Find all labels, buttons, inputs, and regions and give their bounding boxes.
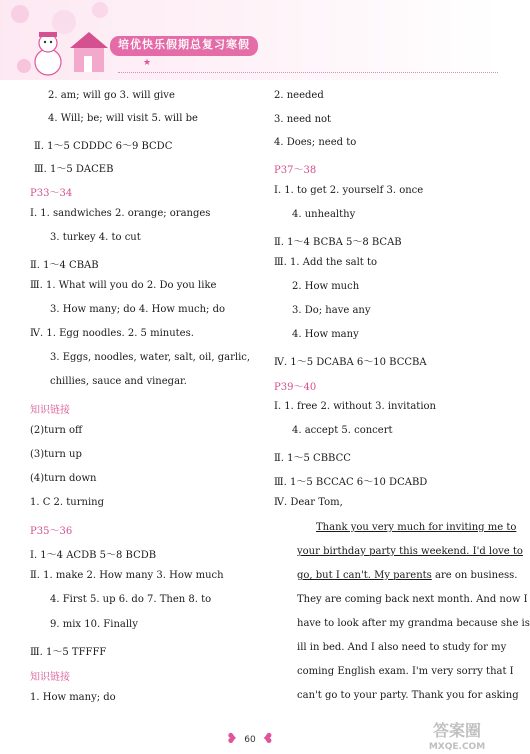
letter-text: have to look after my grandma because she is — [297, 618, 530, 629]
answer-line: Ⅲ. 1～5 DACEB — [34, 164, 114, 175]
answer-line: Ⅲ. 1. What will you do 2. Do you like — [30, 280, 217, 291]
letter-line — [297, 642, 506, 653]
letter-text: coming English exam. I'm very sorry that I — [297, 666, 514, 677]
header-divider — [118, 72, 498, 74]
answer-line: 3. Do; have any — [292, 305, 371, 316]
answer-line: 3. turkey 4. to cut — [50, 232, 141, 243]
letter-line — [316, 522, 516, 533]
answer-line: 1. How many; do — [30, 692, 116, 703]
answer-line: Ⅳ. 1. Egg noodles. 2. 5 minutes. — [30, 328, 194, 339]
answer-line: Ⅰ. 1～4 ACDB 5～8 BCDB — [30, 550, 157, 561]
answer-line: 4. How many — [292, 329, 359, 340]
answer-line: 2. needed — [274, 90, 324, 101]
answer-line: Ⅱ. 1～5 CDDDC 6～9 BCDC — [34, 141, 173, 152]
section-heading: P37～38 — [274, 165, 317, 176]
letter-line — [297, 618, 530, 629]
letter-underlined-text: your birthday party this weekend. I'd love to — [297, 546, 523, 557]
letter-line — [297, 690, 519, 701]
answer-line: Ⅱ. 1～4 CBAB — [30, 260, 99, 271]
answer-line: 4. unhealthy — [292, 209, 356, 220]
answer-line: Ⅰ. 1. to get 2. yourself 3. once — [274, 185, 424, 196]
answer-line: 2. am; will go 3. will give — [48, 90, 175, 101]
answer-line: Ⅰ. 1. free 2. without 3. invitation — [274, 401, 436, 412]
answer-line: Ⅳ. Dear Tom, — [274, 497, 343, 508]
answer-line: Ⅱ. 1～4 BCBA 5～8 BCAB — [274, 237, 402, 248]
answer-line: Ⅲ. 1. Add the salt to — [274, 257, 378, 268]
answer-line: Ⅲ. 1～5 BCCAC 6～10 DCABD — [274, 477, 428, 488]
section-heading: P35～36 — [30, 526, 73, 537]
answer-line: 3. Eggs, noodles, water, salt, oil, garlic, — [50, 352, 251, 363]
answer-line: (2)turn off — [30, 425, 83, 436]
letter-line — [297, 570, 517, 581]
page-number: 60 — [244, 735, 256, 745]
letter-underlined-text: Thank you very much for inviting me to — [316, 522, 517, 533]
watermark-subtext: MXQE.COM — [428, 742, 486, 752]
letter-text: are on business. — [431, 570, 518, 581]
answer-line: Ⅳ. 1～5 DCABA 6～10 BCCBA — [274, 357, 427, 368]
section-heading: 知识链接 — [30, 405, 70, 416]
answer-line: 3. need not — [274, 114, 332, 125]
bird-icon-right: ❥ — [262, 731, 274, 747]
answer-line: 1. C 2. turning — [30, 497, 104, 508]
answer-line: Ⅱ. 1～5 CBBCC — [274, 453, 351, 464]
watermark-text: 答案圈 — [432, 721, 482, 740]
snowman-logo — [14, 26, 114, 76]
watermark-logo — [414, 718, 500, 752]
answer-line: chillies, sauce and vinegar. — [50, 376, 187, 387]
star-icon: ★ — [143, 58, 152, 68]
section-heading: 知识链接 — [30, 672, 70, 683]
letter-text: ill in bed. And I also need to study for my — [297, 642, 507, 653]
answer-line: (3)turn up — [30, 449, 82, 460]
answer-line: 4. First 5. up 6. do 7. Then 8. to — [50, 594, 212, 605]
letter-line — [297, 546, 523, 557]
answer-line: 2. How much — [292, 281, 360, 292]
header-title: 培优快乐假期总复习寒假 — [110, 36, 258, 56]
letter-line — [297, 594, 528, 605]
section-heading: P33～34 — [30, 188, 73, 199]
answer-line: Ⅲ. 1～5 TFFFF — [30, 647, 107, 658]
section-heading: P39～40 — [274, 382, 317, 393]
answer-line: Ⅰ. 1. sandwiches 2. orange; oranges — [30, 208, 211, 219]
bird-icon-left: ❥ — [226, 731, 238, 747]
answer-line: 4. accept 5. concert — [292, 425, 393, 436]
letter-text: can't go to your party. Thank you for asking — [297, 690, 519, 701]
answer-line: 4. Does; need to — [274, 137, 357, 148]
letter-underlined-text: go, but I can't. My parents — [297, 570, 432, 581]
letter-line — [297, 666, 514, 677]
answer-line: Ⅱ. 1. make 2. How many 3. How much — [30, 570, 224, 581]
answer-line: 3. How many; do 4. How much; do — [50, 304, 226, 315]
answer-line: (4)turn down — [30, 473, 97, 484]
answer-line: 4. Will; be; will visit 5. will be — [48, 113, 198, 124]
letter-text: They are coming back next month. And now I — [297, 594, 528, 605]
answer-line: 9. mix 10. Finally — [50, 619, 138, 630]
